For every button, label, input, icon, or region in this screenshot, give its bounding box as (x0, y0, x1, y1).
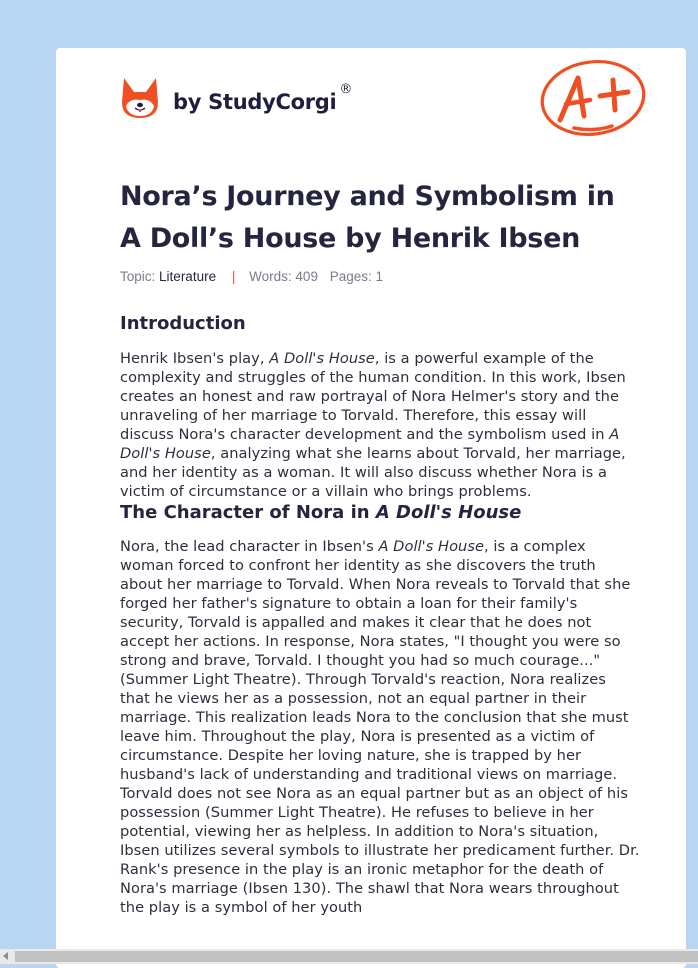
heading-text: The Character of Nora in (120, 502, 376, 523)
heading-book-title: A Doll's House (375, 502, 522, 523)
text-run: , is a complex woman forced to confront her identity as she discovers the truth about her marriage to Torvald. When Nora reveals to Torvald that she forged her father's signature to obtain a loan for their family's security, Torvald is appalled and makes it clear that he does not accept her actions. In response, Nora states, "I thought you were so strong and brave, Torvald. I thought you had so much courage..." (Summer Light Theatre). Through Torvald's reaction, Nora realizes that he views her as a possession, not an equal partner in their marriage. This realization leads Nora to the conclusion that she must leave him. Throughout the play, Nora is presented as a victim of circumstance. Despite her loving nature, she is trapped by her husband's lack of understanding and traditional views on marriage. Torvald does not see Nora as an equal partner but as an object of his possession (Summer Light Theatre). He refuses to believe in her potential, viewing her as helpless. In addition to Nora's situation, Ibsen utilizes several symbols to illustrate her predicament further. Dr. Rank's presence in the play is an ironic metaphor for the death of Nora's marriage (Ibsen 130). The shawl that Nora wears throughout the play is a symbol of her youth (120, 538, 640, 916)
section-heading-introduction: Introduction (120, 313, 246, 334)
grade-badge-icon (538, 58, 650, 146)
pages-label: Pages: (329, 269, 372, 284)
horizontal-scrollbar[interactable] (0, 949, 698, 964)
registered-mark: ® (339, 82, 353, 97)
text-run: Nora, the lead character in Ibsen's (120, 538, 379, 555)
article-body (120, 312, 640, 917)
brand-name-text: by StudyCorgi (173, 90, 337, 114)
book-title-italic: A Doll's House (269, 350, 375, 367)
book-title-italic: A Doll's House (378, 538, 485, 555)
essay-card (56, 48, 686, 968)
topic-label: Topic: (120, 269, 156, 284)
text-run: Henrik Ibsen's play, (120, 350, 270, 367)
topic-link[interactable]: Literature (159, 269, 217, 284)
pages-count: 1 (375, 269, 384, 284)
meta-separator: | (231, 269, 236, 284)
words-label: Words: (249, 269, 292, 284)
article-meta (120, 269, 383, 284)
studycorgi-logo[interactable] (120, 76, 352, 120)
brand-name (173, 82, 353, 114)
chevron-left-icon[interactable] (3, 952, 8, 960)
character-paragraph (120, 537, 640, 917)
section-heading-character (120, 501, 640, 525)
scrollbar-thumb[interactable] (15, 951, 698, 962)
text-run: , is a powerful example of the complexity and struggles of the human condition. In this work, Ibsen creates an honest and raw portrayal of Nora Helmer's story and the unraveling of her marriage to Torvald. Therefore, this essay will discuss Nora's character development and the symbolism used in (120, 350, 626, 443)
book-title-italic: A Doll's House (120, 426, 620, 462)
words-count: 409 (295, 269, 318, 284)
text-run: , analyzing what she learns about Torvald, her marriage, and her identity as a woman. It will also discuss whether Nora is a victim of circumstance or a villain who brings problems. (120, 445, 626, 500)
article-title: Nora’s Journey and Symbolism in A Doll’s House by Henrik Ibsen (120, 181, 615, 254)
corgi-icon (120, 76, 160, 120)
introduction-paragraph (120, 349, 640, 501)
